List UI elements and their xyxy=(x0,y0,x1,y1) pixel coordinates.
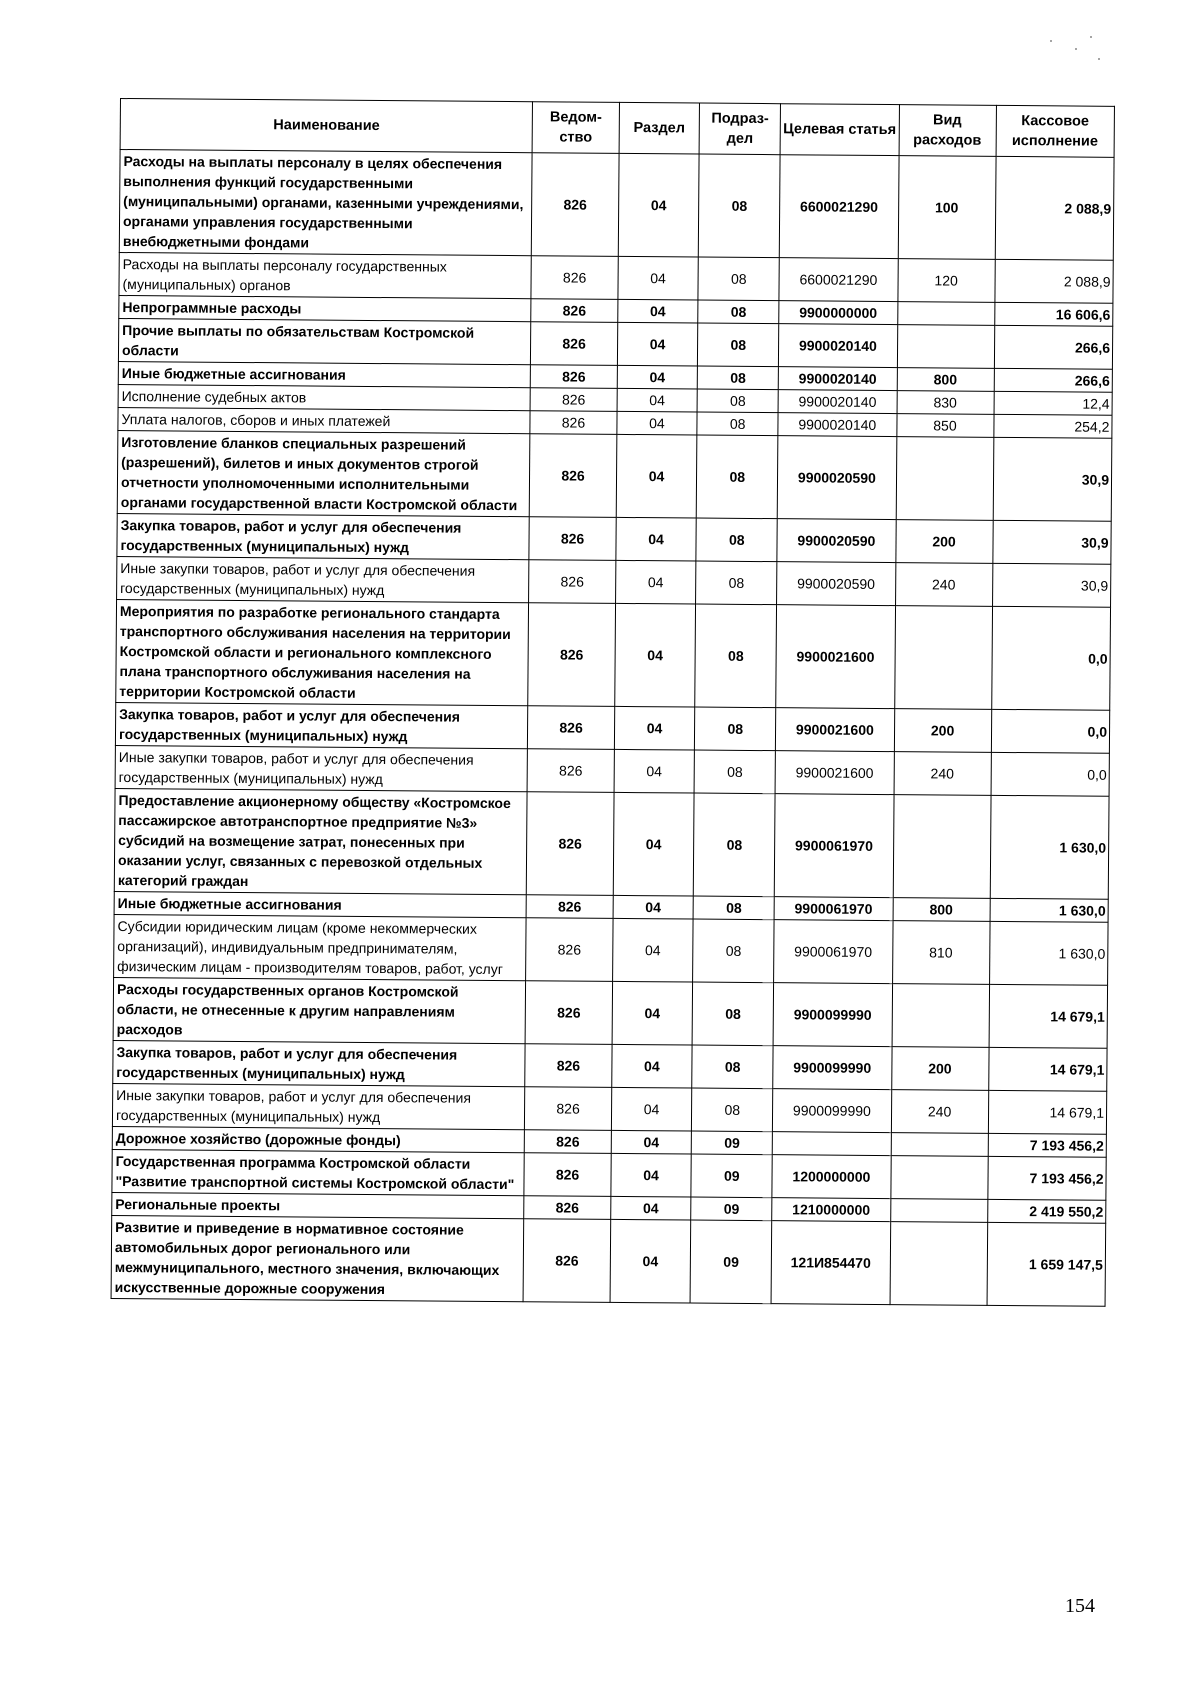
cell-razdel: 04 xyxy=(613,895,694,919)
cell-name: Иные закупки товаров, работ и услуг для обеспечения государственных (муниципальных) нужд xyxy=(117,556,530,602)
cell-podrazdel: 09 xyxy=(691,1154,772,1198)
cell-podrazdel: 08 xyxy=(698,323,779,367)
cell-name: Закупка товаров, работ и услуг для обеспечения государственных (муниципальных) нужд xyxy=(113,1040,526,1086)
cell-vedomstvo: 826 xyxy=(526,981,613,1045)
cell-podrazdel: 08 xyxy=(693,896,774,920)
cell-vid-rashodov xyxy=(896,437,994,521)
cell-kassovoe-ispolnenie: 30,9 xyxy=(992,520,1111,564)
cell-name: Закупка товаров, работ и услуг для обеспечения государственных (муниципальных) нужд xyxy=(117,513,530,559)
cell-razdel: 04 xyxy=(616,411,697,435)
cell-vedomstvo: 826 xyxy=(531,256,617,300)
cell-razdel: 04 xyxy=(615,560,696,604)
cell-vid-rashodov xyxy=(890,1199,987,1223)
cell-vedomstvo: 826 xyxy=(526,918,613,982)
cell-vid-rashodov xyxy=(893,795,991,899)
cell-name: Изготовление бланков специальных разрешений (разрешений), билетов и иных документов строгой отчетности уполномоченными исполнительными органами государственной власти Костромской области xyxy=(117,430,530,516)
cell-vid-rashodov: 850 xyxy=(896,414,993,438)
cell-vid-rashodov: 830 xyxy=(897,391,994,415)
cell-name: Предоставление акционерному обществу «Костромское пассажирское автотранспортное предприятие №3» субсидий на возмещение затрат, понесенных при оказании услуг, связанных с перевозкой отдельных категорий граждан xyxy=(114,788,527,894)
cell-podrazdel: 08 xyxy=(692,982,773,1046)
scan-speck xyxy=(1075,48,1077,50)
table-row xyxy=(114,914,1108,985)
cell-vedomstvo: 826 xyxy=(524,1153,610,1197)
cell-celevaya-statya: 1200000000 xyxy=(772,1155,891,1199)
cell-podrazdel: 08 xyxy=(697,435,778,519)
cell-vedomstvo: 826 xyxy=(525,1044,611,1088)
cell-celevaya-statya: 9900021600 xyxy=(775,751,894,795)
cell-vid-rashodov: 200 xyxy=(891,1047,988,1091)
cell-name: Иные бюджетные ассигнования xyxy=(118,361,531,387)
cell-vid-rashodov xyxy=(890,1156,987,1200)
cell-kassovoe-ispolnenie: 0,0 xyxy=(991,709,1110,753)
cell-vedomstvo: 826 xyxy=(531,388,617,412)
col-header-vedomstvo: Ведом-ство xyxy=(533,102,620,154)
cell-name: Непрограммные расходы xyxy=(119,295,532,321)
cell-kassovoe-ispolnenie: 7 193 456,2 xyxy=(988,1133,1107,1157)
col-header-vid-rashodov: Вид расходов xyxy=(899,105,996,157)
cell-kassovoe-ispolnenie: 0,0 xyxy=(991,752,1110,796)
cell-razdel: 04 xyxy=(614,603,696,707)
cell-kassovoe-ispolnenie: 7 193 456,2 xyxy=(987,1156,1106,1200)
cell-name: Государственная программа Костромской области "Развитие транспортной системы Костромской области" xyxy=(112,1149,525,1195)
cell-razdel: 04 xyxy=(611,1087,692,1131)
cell-name: Субсидии юридическим лицам (кроме некоммерческих организаций), индивидуальным предпринимателям, физическим лицам - производителям товаров, работ, услуг xyxy=(114,914,527,980)
cell-celevaya-statya xyxy=(772,1132,891,1156)
cell-name: Иные бюджетные ассигнования xyxy=(114,891,527,917)
budget-execution-table xyxy=(111,98,1115,1307)
cell-vid-rashodov: 100 xyxy=(898,156,996,260)
cell-celevaya-statya: 9900020140 xyxy=(778,367,897,391)
table-row xyxy=(113,977,1107,1048)
cell-celevaya-statya: 9900061970 xyxy=(774,897,893,921)
cell-podrazdel: 08 xyxy=(692,1088,773,1132)
cell-vid-rashodov: 200 xyxy=(894,709,991,753)
cell-celevaya-statya: 9900099990 xyxy=(773,1046,892,1090)
cell-vid-rashodov xyxy=(897,302,994,326)
cell-name: Закупка товаров, работ и услуг для обеспечения государственных (муниципальных) нужд xyxy=(115,702,528,748)
table-row xyxy=(111,1215,1106,1306)
cell-name: Прочие выплаты по обязательствам Костромской области xyxy=(118,318,531,364)
cell-podrazdel: 08 xyxy=(692,1045,773,1089)
scan-speck xyxy=(1098,58,1100,60)
cell-razdel: 04 xyxy=(611,1044,692,1088)
cell-vedomstvo: 826 xyxy=(524,1196,610,1220)
cell-vid-rashodov xyxy=(891,1133,988,1157)
cell-kassovoe-ispolnenie: 1 630,0 xyxy=(990,898,1109,922)
cell-name: Исполнение судебных актов xyxy=(118,384,531,410)
cell-vid-rashodov: 240 xyxy=(894,752,991,796)
cell-celevaya-statya: 9900021600 xyxy=(776,708,895,752)
cell-razdel: 04 xyxy=(614,706,695,750)
cell-name: Развитие и приведение в нормативное состояние автомобильных дорог регионального или межмуниципального, местного значения, включающих искусственные дорожные сооружения xyxy=(111,1215,524,1301)
cell-vedomstvo: 826 xyxy=(525,1087,611,1131)
cell-vedomstvo: 826 xyxy=(531,299,617,323)
cell-kassovoe-ispolnenie: 16 606,6 xyxy=(994,302,1113,326)
cell-vedomstvo: 826 xyxy=(529,517,615,561)
cell-kassovoe-ispolnenie: 14 679,1 xyxy=(989,984,1108,1048)
cell-razdel: 04 xyxy=(617,365,698,389)
cell-razdel: 04 xyxy=(612,918,693,982)
cell-vedomstvo: 826 xyxy=(530,434,617,518)
cell-vedomstvo: 826 xyxy=(528,706,614,750)
cell-podrazdel: 08 xyxy=(694,750,775,794)
table-row xyxy=(119,150,1114,261)
cell-celevaya-statya: 9900020590 xyxy=(777,436,896,520)
cell-kassovoe-ispolnenie: 266,6 xyxy=(994,325,1113,369)
cell-name: Иные закупки товаров, работ и услуг для обеспечения государственных (муниципальных) нужд xyxy=(115,745,528,791)
cell-razdel: 04 xyxy=(618,256,699,300)
cell-kassovoe-ispolnenie: 12,4 xyxy=(994,391,1113,415)
cell-vedomstvo: 826 xyxy=(525,1130,611,1154)
cell-vedomstvo: 826 xyxy=(528,749,614,793)
cell-podrazdel: 08 xyxy=(699,154,781,258)
cell-podrazdel: 09 xyxy=(690,1220,771,1304)
cell-kassovoe-ispolnenie: 266,6 xyxy=(994,368,1113,392)
cell-celevaya-statya: 9900061970 xyxy=(774,794,893,898)
cell-vedomstvo: 826 xyxy=(527,895,613,919)
col-header-podrazdel: Подраз-дел xyxy=(699,103,780,155)
scan-speck xyxy=(1050,40,1052,42)
cell-vid-rashodov: 120 xyxy=(898,259,995,303)
cell-vedomstvo: 826 xyxy=(532,153,619,257)
cell-podrazdel: 09 xyxy=(691,1197,772,1221)
cell-razdel: 04 xyxy=(610,1153,691,1197)
cell-razdel: 04 xyxy=(610,1219,691,1303)
cell-name: Дорожное хозяйство (дорожные фонды) xyxy=(112,1126,525,1152)
cell-razdel: 04 xyxy=(615,517,696,561)
cell-celevaya-statya: 9900061970 xyxy=(774,920,893,984)
cell-celevaya-statya: 121И854470 xyxy=(771,1221,890,1305)
cell-kassovoe-ispolnenie: 1 659 147,5 xyxy=(987,1222,1106,1306)
scan-speck xyxy=(1090,36,1092,38)
cell-celevaya-statya: 1210000000 xyxy=(772,1198,891,1222)
cell-kassovoe-ispolnenie: 1 630,0 xyxy=(990,795,1109,899)
table-row xyxy=(114,788,1109,899)
cell-vid-rashodov xyxy=(897,325,994,369)
cell-kassovoe-ispolnenie: 14 679,1 xyxy=(988,1090,1107,1134)
cell-razdel: 04 xyxy=(617,322,698,366)
cell-podrazdel: 08 xyxy=(698,257,779,301)
col-header-kassovoe-ispolnenie: Кассовое исполнение xyxy=(996,105,1115,157)
cell-kassovoe-ispolnenie: 14 679,1 xyxy=(988,1047,1107,1091)
cell-celevaya-statya: 6600021290 xyxy=(779,155,898,259)
cell-razdel: 04 xyxy=(613,792,695,896)
cell-vedomstvo: 826 xyxy=(528,603,615,707)
cell-podrazdel: 08 xyxy=(693,919,774,983)
cell-razdel: 04 xyxy=(618,153,700,257)
cell-razdel: 04 xyxy=(617,388,698,412)
cell-kassovoe-ispolnenie: 30,9 xyxy=(993,437,1112,521)
cell-vid-rashodov xyxy=(892,984,989,1048)
cell-celevaya-statya: 9900020140 xyxy=(779,324,898,368)
col-header-name: Наименование xyxy=(120,99,533,153)
cell-razdel: 04 xyxy=(611,1130,692,1154)
cell-vid-rashodov: 810 xyxy=(892,921,989,985)
cell-name: Расходы на выплаты персоналу государственных (муниципальных) органов xyxy=(119,252,532,298)
cell-podrazdel: 09 xyxy=(692,1131,773,1155)
cell-vedomstvo: 826 xyxy=(529,560,615,604)
cell-kassovoe-ispolnenie: 2 088,9 xyxy=(994,259,1113,303)
cell-vedomstvo: 826 xyxy=(524,1219,611,1303)
cell-podrazdel: 08 xyxy=(694,793,776,897)
cell-vid-rashodov: 240 xyxy=(891,1090,988,1134)
cell-vid-rashodov: 800 xyxy=(897,368,994,392)
cell-vedomstvo: 826 xyxy=(531,322,617,366)
cell-celevaya-statya: 9900020590 xyxy=(777,519,896,563)
cell-vid-rashodov: 240 xyxy=(895,563,992,607)
cell-kassovoe-ispolnenie: 2 088,9 xyxy=(995,156,1114,260)
cell-razdel: 04 xyxy=(617,299,698,323)
cell-celevaya-statya: 6600021290 xyxy=(779,258,898,302)
cell-podrazdel: 08 xyxy=(695,604,777,708)
cell-razdel: 04 xyxy=(616,434,697,518)
cell-vid-rashodov: 200 xyxy=(895,520,992,564)
cell-vedomstvo: 826 xyxy=(527,792,614,896)
cell-name: Мероприятия по разработке регионального стандарта транспортного обслуживания населения на территории Костромской области и регионального комплексного плана транспортного обслуживания населения на территории Костромской области xyxy=(116,599,529,705)
cell-name: Региональные проекты xyxy=(112,1192,525,1218)
cell-celevaya-statya: 9900000000 xyxy=(779,301,898,325)
table-row xyxy=(112,1149,1106,1200)
cell-podrazdel: 08 xyxy=(698,366,779,390)
cell-vid-rashodov: 800 xyxy=(893,898,990,922)
cell-celevaya-statya: 9900020140 xyxy=(778,390,897,414)
cell-celevaya-statya: 9900021600 xyxy=(776,605,895,709)
cell-razdel: 04 xyxy=(614,749,695,793)
cell-vedomstvo: 826 xyxy=(531,365,617,389)
table-header-row xyxy=(120,99,1114,158)
table-row xyxy=(116,599,1111,710)
cell-kassovoe-ispolnenie: 254,2 xyxy=(993,414,1112,438)
cell-name: Расходы государственных органов Костромской области, не отнесенные к другим направлениям расходов xyxy=(113,977,526,1043)
col-header-razdel: Раздел xyxy=(619,102,700,154)
cell-kassovoe-ispolnenie: 2 419 550,2 xyxy=(987,1199,1106,1223)
cell-podrazdel: 08 xyxy=(696,561,777,605)
page-number: 154 xyxy=(1065,1595,1095,1617)
cell-podrazdel: 08 xyxy=(697,412,778,436)
cell-name: Иные закупки товаров, работ и услуг для обеспечения государственных (муниципальных) нужд xyxy=(112,1083,525,1129)
cell-kassovoe-ispolnenie: 30,9 xyxy=(992,563,1111,607)
cell-vid-rashodov xyxy=(890,1222,988,1306)
cell-podrazdel: 08 xyxy=(697,389,778,413)
cell-vid-rashodov xyxy=(894,606,992,710)
cell-razdel: 04 xyxy=(612,981,693,1045)
cell-celevaya-statya: 9900020140 xyxy=(778,413,897,437)
cell-podrazdel: 08 xyxy=(695,707,776,751)
cell-name: Уплата налогов, сборов и иных платежей xyxy=(118,407,531,433)
cell-celevaya-statya: 9900020590 xyxy=(777,562,896,606)
col-header-celevaya-statya: Целевая статья xyxy=(780,104,899,156)
cell-razdel: 04 xyxy=(610,1196,691,1220)
cell-podrazdel: 08 xyxy=(696,518,777,562)
cell-vedomstvo: 826 xyxy=(530,411,616,435)
cell-podrazdel: 08 xyxy=(698,300,779,324)
cell-celevaya-statya: 9900099990 xyxy=(773,983,892,1047)
table-row xyxy=(117,430,1112,521)
cell-celevaya-statya: 9900099990 xyxy=(773,1089,892,1133)
cell-name: Расходы на выплаты персоналу в целях обеспечения выполнения функций государственными (муниципальными) органами, казенными учреждениями, органами управления государственными внебюджетными фондами xyxy=(119,150,532,256)
cell-kassovoe-ispolnenie: 1 630,0 xyxy=(989,921,1108,985)
cell-kassovoe-ispolnenie: 0,0 xyxy=(991,606,1110,710)
